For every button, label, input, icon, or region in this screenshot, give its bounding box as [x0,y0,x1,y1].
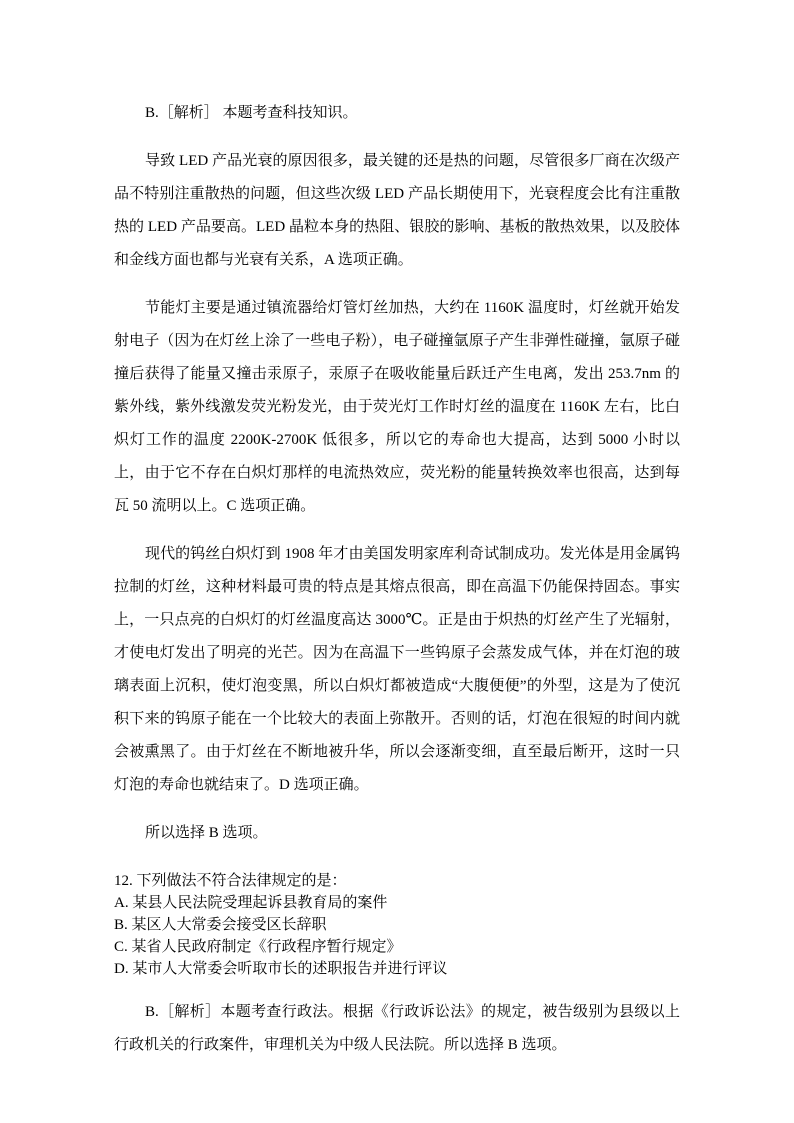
conclusion-paragraph: 所以选择 B 选项。 [145,825,268,841]
question-12-option-b: B. 某区人大常委会接受区长辞职 [114,917,327,933]
closing-analysis-paragraph: B.［解析］本题考查行政法。根据《行政诉讼法》的规定，被告级别为县级以上行政机关的行政案件，审理机关为中级人民法院。所以选择 B 选项。 [114,1004,680,1053]
question-12-block [114,870,680,980]
paragraph-energy-saving-lamp: 节能灯主要是通过镇流器给灯管灯丝加热，大约在 1160K 温度时，灯丝就开始发射电子（因为在灯丝上涂了一些电子粉），电子碰撞氩原子产生非弹性碰撞，氩原子碰撞后获得了能量又撞击汞原子，汞原子在吸收能量后跃迁产生电离，发出 253.7nm 的紫外线，紫外线激发荧光粉发光，由于荧光灯工作时灯丝的温度在 1160K 左右，比白炽灯工作的温度 2200K-2700K 低很多，所以它的寿命也大提高，达到 5000 小时以上，由于它不存在白炽灯那样的电流热效应，荧光粉的能量转换效率也很高，达到每瓦 50 流明以上。C 选项正确。 [114,300,680,514]
analysis-heading-paragraph: B.［解析］ 本题考查科技知识。 [145,105,358,121]
paragraph-incandescent-lamp: 现代的钨丝白炽灯到 1908 年才由美国发明家库利奇试制成功。发光体是用金属钨拉制的灯丝，这种材料最可贵的特点是其熔点很高，即在高温下仍能保持固态。事实上，一只点亮的白炽灯的灯丝温度高达 3000℃。正是由于炽热的灯丝产生了光辐射，才使电灯发出了明亮的光芒。因为在高温下一些钨原子会蒸发成气体，并在灯泡的玻璃表面上沉积，使灯泡变黑，所以白炽灯都被造成“大腹便便”的外型，这是为了使沉积下来的钨原子能在一个比较大的表面上弥散开。否则的话，灯泡在很短的时间内就会被熏黑了。由于灯丝在不断地被升华，所以会逐渐变细，直至最后断开，这时一只灯泡的寿命也就结束了。D 选项正确。 [114,546,680,793]
question-12-option-a: A. 某县人民法院受理起诉县教育局的案件 [114,895,388,911]
question-12-option-d: D. 某市人大常委会听取市长的述职报告并进行评议 [114,961,448,977]
question-12-stem: 12. 下列做法不符合法律规定的是： [114,873,347,889]
question-12-option-c: C. 某省人民政府制定《行政程序暂行规定》 [114,939,402,955]
paragraph-led-decay: 导致 LED 产品光衰的原因很多，最关键的还是热的问题，尽管很多厂商在次级产品不特别注重散热的问题，但这些次级 LED 产品长期使用下，光衰程度会比有注重散热的 LED 产品要高。LED 晶粒本身的热阻、银胶的影响、基板的散热效果，以及胶体和金线方面也都与光衰有关系，A 选项正确。 [114,153,680,268]
